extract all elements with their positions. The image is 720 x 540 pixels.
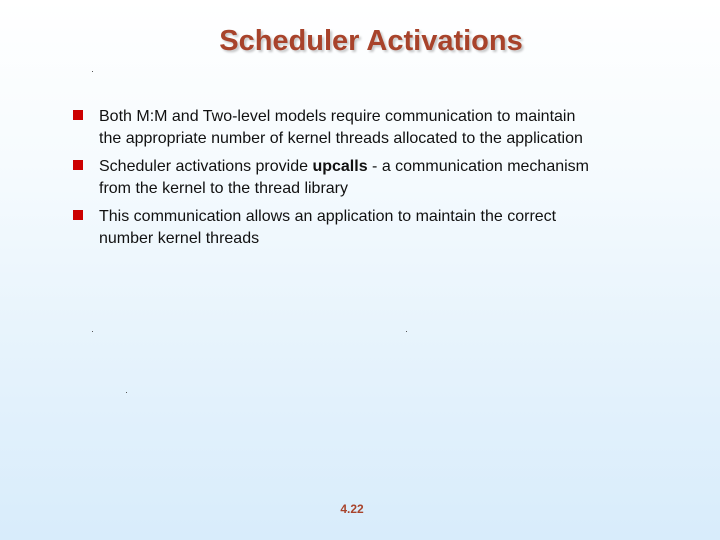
bullet-text: Both M:M and Two-level models require communication to maintain the appropriate number of kernel threads allocated to the application (99, 108, 583, 147)
square-bullet-icon (73, 160, 83, 170)
square-bullet-icon (73, 210, 83, 220)
stray-dot (92, 71, 93, 72)
square-bullet-icon (73, 110, 83, 120)
bullet-item (73, 206, 593, 250)
bullet-item (73, 156, 593, 200)
page-number: 4.22 (340, 502, 364, 516)
bullet-text: Scheduler activations provide upcalls - a communication mechanism from the kernel to the thread library (99, 158, 590, 197)
bullet-list (73, 106, 593, 256)
stray-dot (126, 392, 127, 393)
keyword-upcalls: upcalls (312, 158, 368, 175)
slide-title: Scheduler Activations (219, 25, 523, 57)
stray-dot (406, 331, 407, 332)
bullet-item (73, 106, 593, 150)
stray-dot (92, 331, 93, 332)
bullet-text: This communication allows an application to maintain the correct number kernel threads (99, 208, 557, 247)
